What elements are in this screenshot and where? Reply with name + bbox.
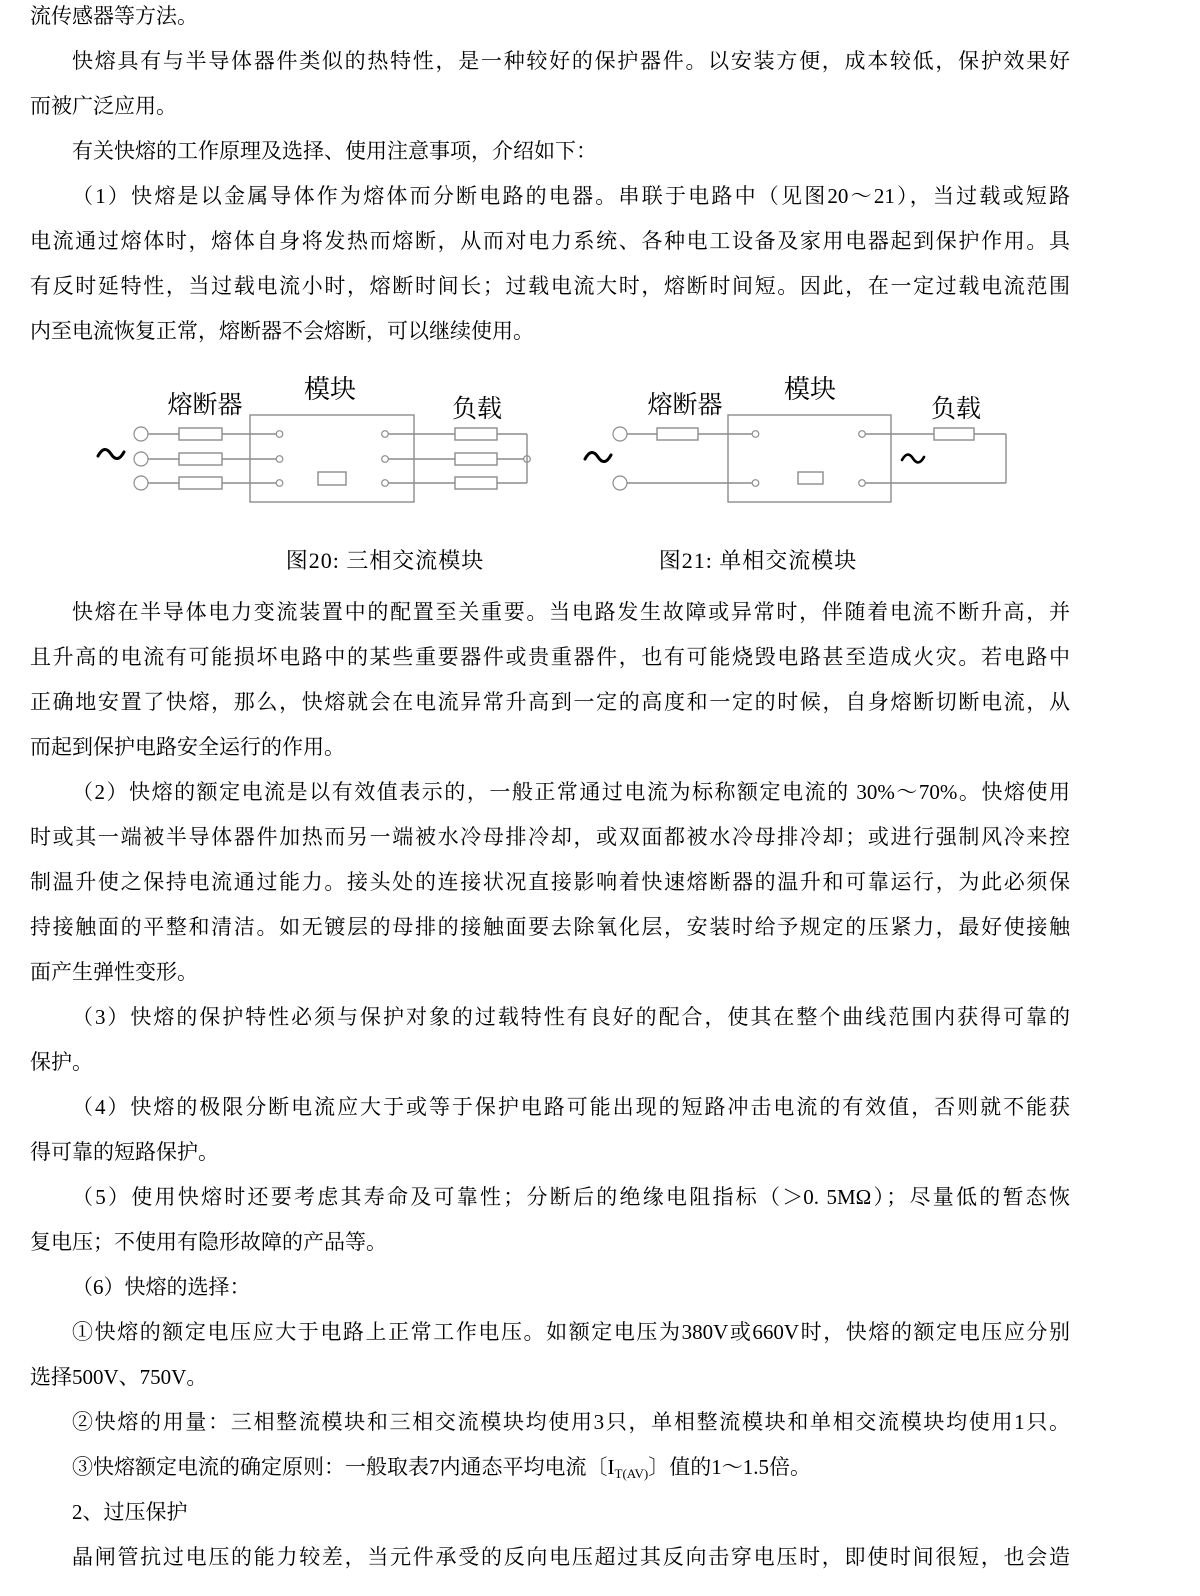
fig21-diagram — [585, 375, 1006, 502]
module-inner-block — [798, 472, 823, 484]
text-line: 快熔在半导体电力变流装置中的配置至关重要。当电路发生故障或异常时，伴随着电流不断升高，并 — [72, 600, 1070, 624]
text-line: （6）快熔的选择： — [72, 1275, 251, 1299]
source-terminal — [613, 427, 627, 441]
load-resistor — [455, 477, 497, 489]
source-terminal — [613, 476, 627, 490]
text-line: （5）使用快熔时还要考虑其寿命及可靠性；分断后的绝缘电阻指标（＞0. 5MΩ）；尽量低的暂态恢 — [72, 1185, 1070, 1209]
fig20-diagram — [98, 375, 530, 502]
module-label: 模块 — [783, 375, 837, 404]
load-resistor — [455, 428, 497, 440]
fuse-label: 熔断器 — [167, 392, 243, 419]
text-line: ①快熔的额定电压应大于电路上正常工作电压。如额定电压为380V或660V时，快熔的额定电压应分别 — [72, 1320, 1070, 1344]
text-line: 流传感器等方法。 — [30, 4, 198, 28]
text-line: 持接触面的平整和清洁。如无镀层的母排的接触面要去除氧化层，安装时给予规定的压紧力，最好使接触 — [30, 915, 1070, 939]
text-line: 制温升使之保持电流通过能力。接头处的连接状况直接影响着快速熔断器的温升和可靠运行，为此必须保 — [30, 870, 1070, 894]
module-terminal — [382, 480, 389, 487]
text-line: 晶闸管抗过电压的能力较差，当元件承受的反向电压超过其反向击穿电压时，即使时间很短，也会造 — [72, 1545, 1070, 1569]
text-line: 而起到保护电路安全运行的作用。 — [30, 735, 345, 759]
module-terminal — [276, 456, 283, 463]
fig20-caption: 图20: 三相交流模块 — [285, 548, 485, 573]
module-label: 模块 — [303, 375, 357, 404]
text-line: 选择500V、750V。 — [30, 1365, 208, 1389]
text-line: （4）快熔的极限分断电流应大于或等于保护电路可能出现的短路冲击电流的有效值，否则就不能获 — [72, 1095, 1070, 1119]
text-line: 而被广泛应用。 — [30, 94, 177, 118]
module-terminal — [382, 431, 389, 438]
text-line — [30, 1445, 1070, 1490]
text-line: 且升高的电流有可能损坏电路中的某些重要器件或贵重器件，也有可能烧毁电路甚至造成火灾。若电路中 — [30, 645, 1070, 669]
load-resistor — [455, 453, 497, 465]
module-terminal — [752, 431, 759, 438]
text-line: 有反时延特性，当过载电流小时，熔断时间长；过载电流大时，熔断时间短。因此，在一定过载电流范围 — [30, 274, 1070, 298]
ac-output-icon — [902, 455, 924, 463]
text-line: 保护。 — [30, 1050, 93, 1074]
load-label: 负载 — [930, 396, 982, 423]
load-resistor — [934, 428, 974, 440]
module-terminal — [382, 456, 389, 463]
circuit-figures — [0, 362, 1200, 540]
load-label: 负载 — [451, 396, 503, 423]
text-block-top — [30, 0, 1070, 354]
module-box — [728, 415, 891, 502]
module-inner-block — [318, 472, 346, 485]
text-block-bottom — [30, 590, 1070, 1580]
text-line: （1）快熔是以金属导体作为熔体而分断电路的电器。串联于电路中（见图20～21），当过载或短路 — [72, 184, 1070, 208]
text-line: 得可靠的短路保护。 — [30, 1140, 219, 1164]
source-terminal — [134, 427, 148, 441]
text-line: 电流通过熔体时，熔体自身将发热而熔断，从而对电力系统、各种电工设备及家用电器起到保护作用。具 — [30, 229, 1070, 253]
ac-source-icon — [98, 449, 124, 458]
fuse-symbol — [179, 453, 222, 465]
section-heading: 2、过压保护 — [72, 1500, 188, 1524]
fuse-symbol — [179, 428, 222, 440]
line-text: 〕值的1～1.5倍。 — [648, 1455, 811, 1479]
module-terminal — [276, 431, 283, 438]
text-line: 快熔具有与半导体器件类似的热特性，是一种较好的保护器件。以安装方便，成本较低，保护效果好 — [72, 49, 1070, 73]
source-terminal — [134, 452, 148, 466]
module-terminal — [752, 480, 759, 487]
text-line: 面产生弹性变形。 — [30, 960, 198, 984]
ac-source-icon — [585, 452, 611, 461]
text-line: 有关快熔的工作原理及选择、使用注意事项，介绍如下： — [72, 139, 597, 163]
text-line: ②快熔的用量：三相整流模块和三相交流模块均使用3只，单相整流模块和单相交流模块均使用1只。 — [72, 1410, 1070, 1434]
fuse-symbol — [179, 477, 222, 489]
text-line: 复电压；不使用有隐形故障的产品等。 — [30, 1230, 387, 1254]
text-line: 时或其一端被半导体器件加热而另一端被水冷母排冷却，或双面都被水冷母排冷却；或进行强制风冷来控 — [30, 825, 1070, 849]
fig21-caption: 图21: 单相交流模块 — [658, 548, 858, 573]
text-line: （2）快熔的额定电流是以有效值表示的，一般正常通过电流为标称额定电流的 30%～70%。快熔使用 — [72, 780, 1070, 804]
subscript-text: T(AV) — [614, 1466, 649, 1481]
text-line: 内至电流恢复正常，熔断器不会熔断，可以继续使用。 — [30, 319, 534, 343]
line-text: ③快熔额定电流的确定原则：一般取表7内通态平均电流〔I — [72, 1455, 615, 1479]
fuse-label: 熔断器 — [647, 392, 723, 419]
fuse-symbol — [657, 428, 698, 440]
text-line: （3）快熔的保护特性必须与保护对象的过载特性有良好的配合，使其在整个曲线范围内获得可靠的 — [72, 1005, 1070, 1029]
source-terminal — [134, 476, 148, 490]
module-terminal — [276, 480, 283, 487]
module-terminal — [859, 431, 866, 438]
text-line: 正确地安置了快熔，那么，快熔就会在电流异常升高到一定的高度和一定的时候，自身熔断切断电流，从 — [30, 690, 1070, 714]
module-terminal — [859, 480, 866, 487]
